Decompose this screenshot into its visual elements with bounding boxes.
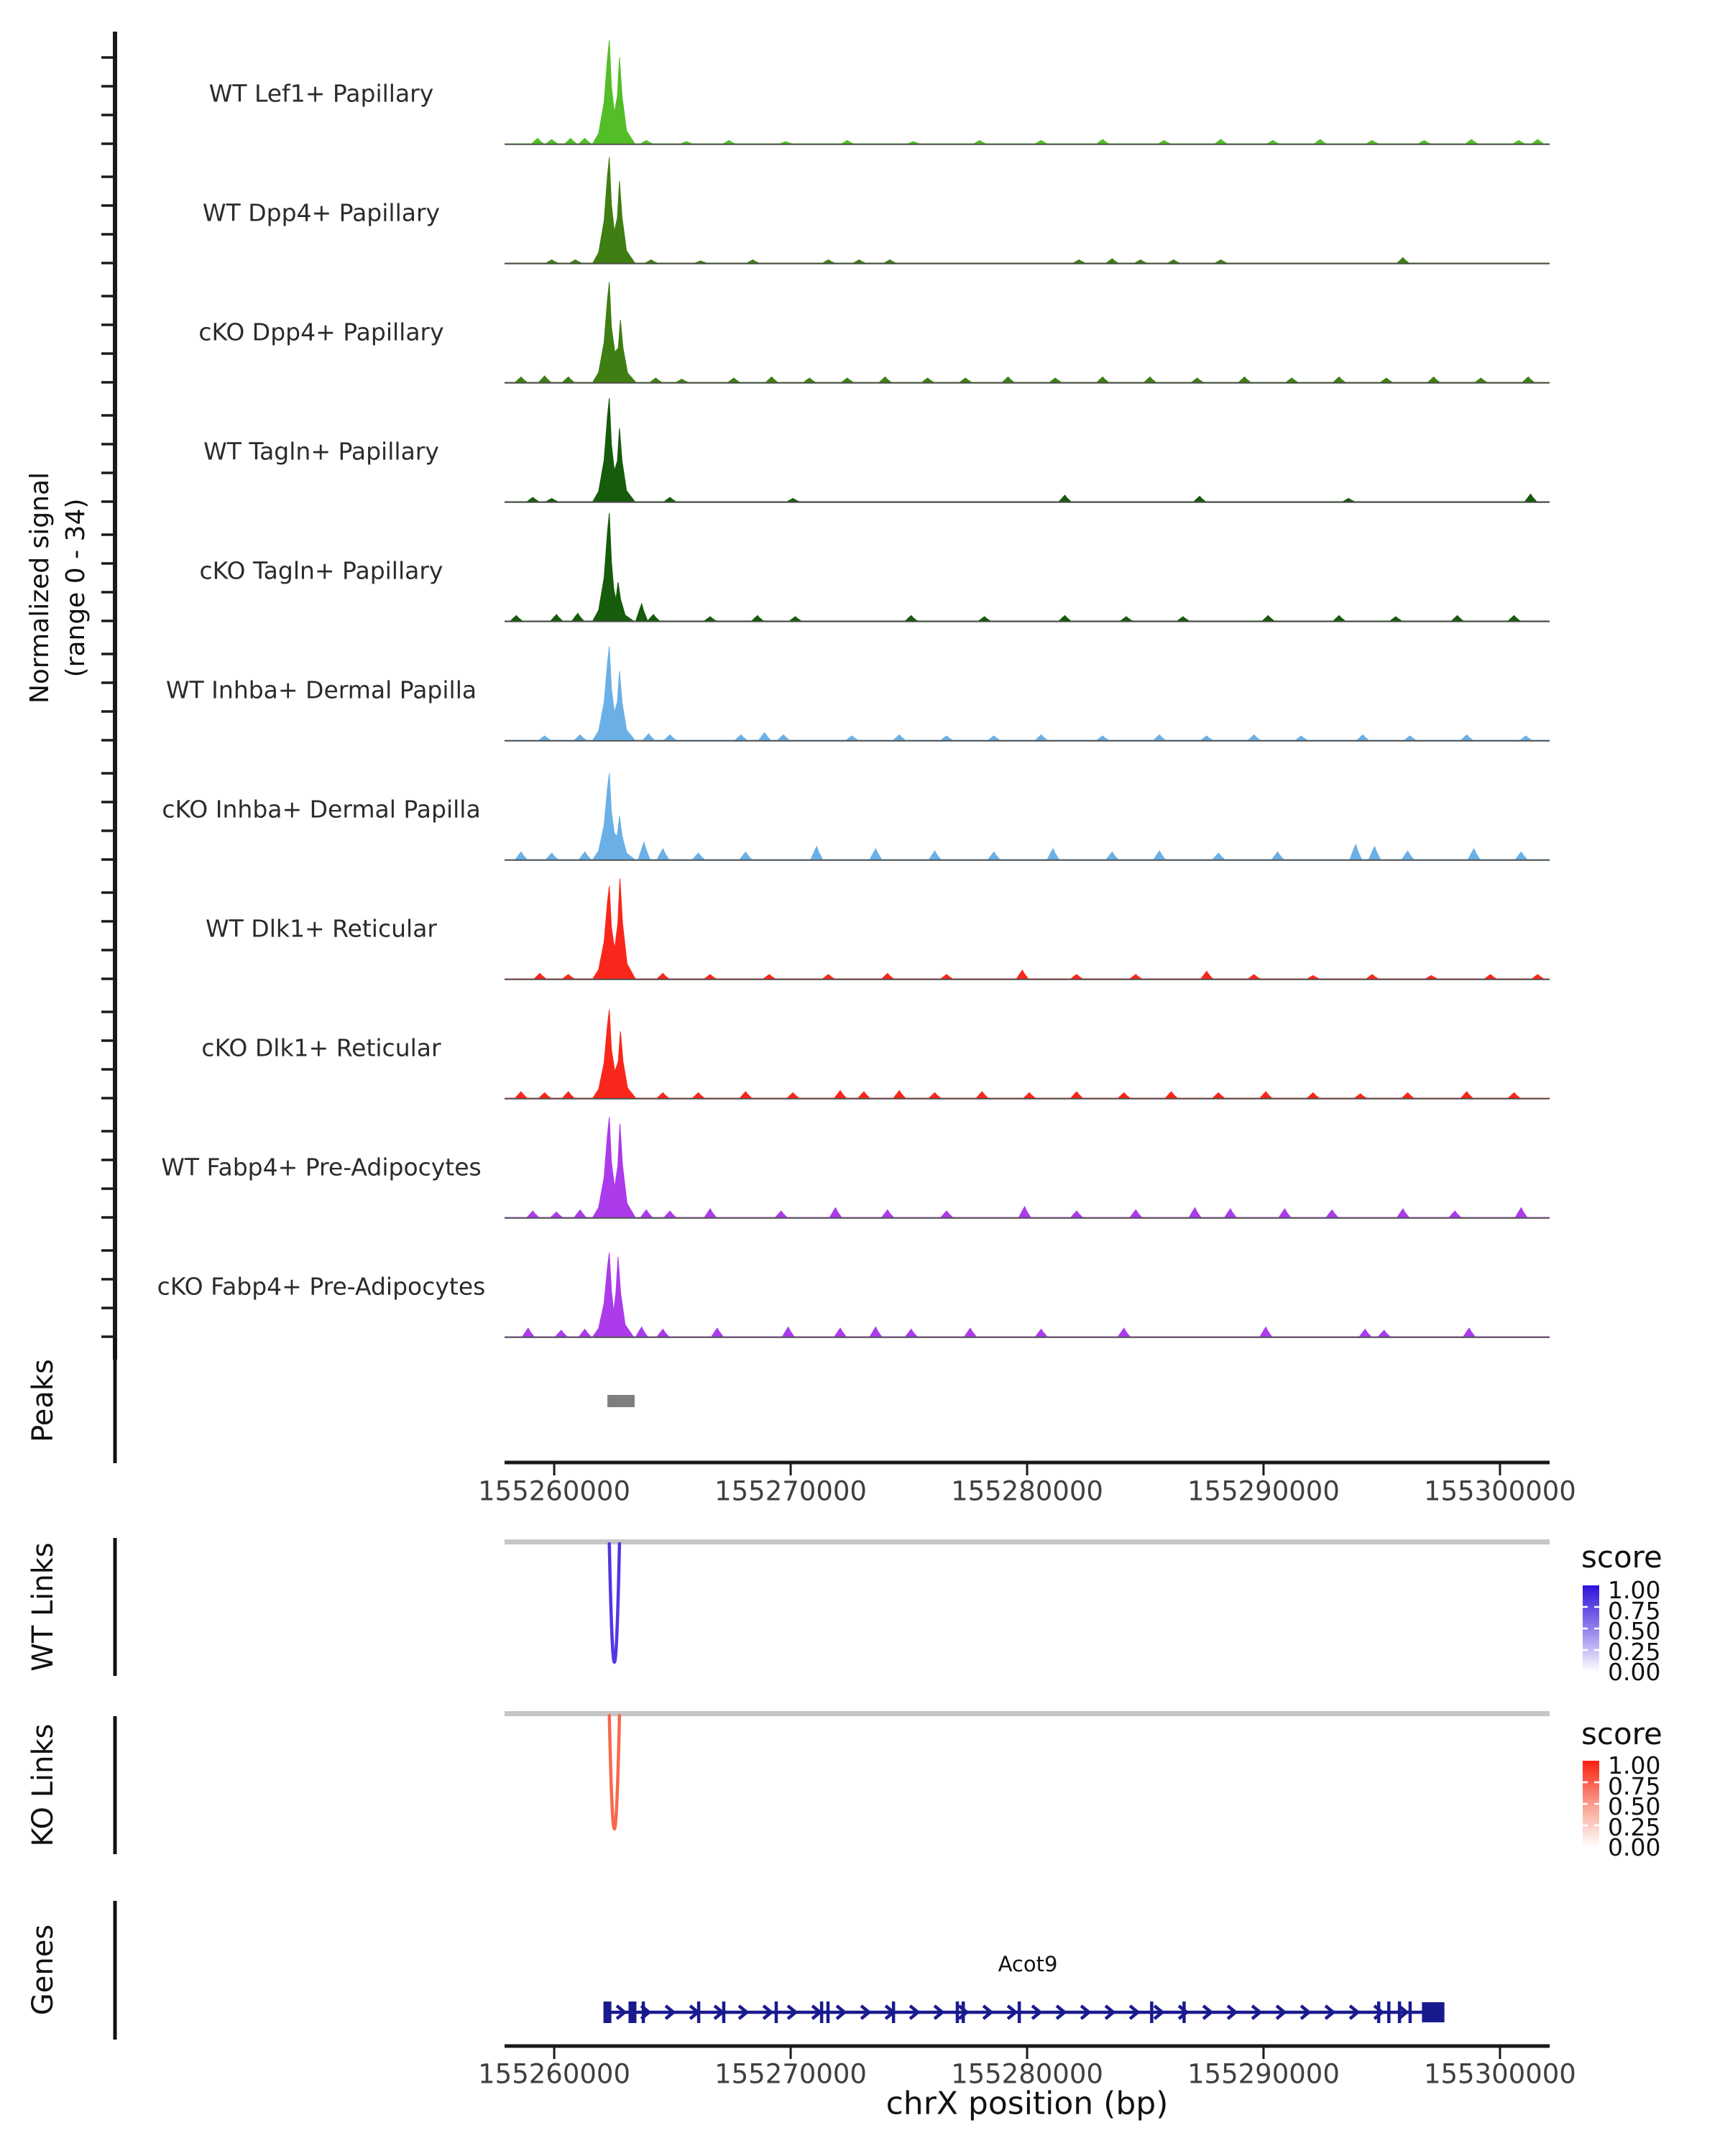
links-top-bar (505, 1539, 1550, 1544)
y-axis-label (22, 472, 94, 704)
track-label-3: cKO Dpp4+ Papillary (198, 318, 444, 346)
score-legend-value: 0.00 (1608, 1658, 1661, 1686)
x-axis-title: chrX position (bp) (886, 2085, 1169, 2122)
track-label-5: cKO Tagln+ Papillary (199, 556, 443, 585)
score-legend-value: 0.75 (1608, 1772, 1661, 1800)
coverage-area-track-10 (505, 1118, 1550, 1218)
track-label-4: WT Tagln+ Papillary (203, 437, 439, 466)
coverage-area-track-3 (505, 282, 1550, 383)
track-label-7: cKO Inhba+ Dermal Papilla (162, 795, 481, 824)
link-arc (610, 1715, 620, 1829)
ko-links-legend-title: score (1581, 1716, 1662, 1751)
genome-tick-label: 155280000 (951, 1475, 1103, 1507)
score-legend-value: 0.50 (1608, 1617, 1661, 1645)
genome-tick-label: 155290000 (1187, 1475, 1340, 1507)
score-legend-value: 0.25 (1608, 1637, 1661, 1666)
y-axis-label-line1: Normalized signal (25, 471, 55, 704)
track-label-9: cKO Dlk1+ Reticular (201, 1033, 441, 1062)
genome-tick-label: 155270000 (714, 1475, 867, 1507)
peaks-track (607, 1395, 635, 1407)
coverage-area-track-5 (505, 513, 1550, 621)
score-legend-value: 1.00 (1608, 1751, 1661, 1779)
coverage-area-track-4 (505, 398, 1550, 502)
signal-y-axis (101, 32, 115, 1360)
track-label-2: WT Dpp4+ Papillary (202, 198, 441, 227)
coverage-area-track-1 (505, 40, 1550, 144)
score-legend-value: 0.75 (1608, 1596, 1661, 1625)
genome-tick-label: 155270000 (714, 2058, 867, 2090)
gene-model (607, 2001, 1445, 2023)
track-label-8: WT Dlk1+ Reticular (206, 914, 437, 943)
genome-tick-label: 155290000 (1187, 2058, 1340, 2090)
link-arc (610, 1544, 620, 1662)
coverage-area-track-8 (505, 879, 1550, 980)
coverage-area-track-7 (505, 773, 1550, 860)
score-legend-value: 0.25 (1608, 1812, 1661, 1841)
genome-axis-bottom (505, 2046, 1550, 2059)
track-label-1: WT Lef1+ Papillary (208, 79, 434, 108)
wt-links-legend-title: score (1581, 1539, 1662, 1575)
score-legend-value: 1.00 (1608, 1576, 1661, 1604)
coverage-area-track-11 (505, 1253, 1550, 1337)
coverage-tracks (505, 40, 1550, 1337)
coverage-area-track-9 (505, 1010, 1550, 1098)
section-label-wt-links: WT Links (27, 1542, 60, 1672)
genome-tick-label: 155260000 (478, 2058, 631, 2090)
section-label-genes: Genes (27, 1924, 60, 2016)
section-label-peaks: Peaks (27, 1359, 60, 1442)
genome-tick-label: 155280000 (951, 2058, 1103, 2090)
peak-interval (607, 1395, 635, 1407)
genome-tick-label: 155260000 (478, 1475, 631, 1507)
score-legend-value: 0.00 (1608, 1833, 1661, 1861)
genome-axis-middle (505, 1462, 1550, 1475)
coverage-area-track-6 (505, 647, 1550, 741)
coverage-area-track-2 (505, 157, 1550, 263)
genome-tick-label: 155300000 (1423, 1475, 1576, 1507)
section-label-ko-links: KO Links (27, 1723, 60, 1847)
gene-end-block (1422, 2002, 1444, 2022)
genome-tick-label: 155300000 (1423, 2058, 1576, 2090)
links-tracks (505, 1539, 1599, 1847)
y-axis-label-line2: (range 0 - 34) (61, 498, 91, 678)
gene-name-label: Acot9 (998, 1952, 1058, 1976)
track-label-11: cKO Fabp4+ Pre-Adipocytes (157, 1272, 486, 1301)
links-top-bar (505, 1711, 1550, 1716)
track-label-6: WT Inhba+ Dermal Papilla (165, 676, 477, 704)
track-label-10: WT Fabp4+ Pre-Adipocytes (161, 1153, 482, 1181)
score-legend-value: 0.50 (1608, 1792, 1661, 1820)
